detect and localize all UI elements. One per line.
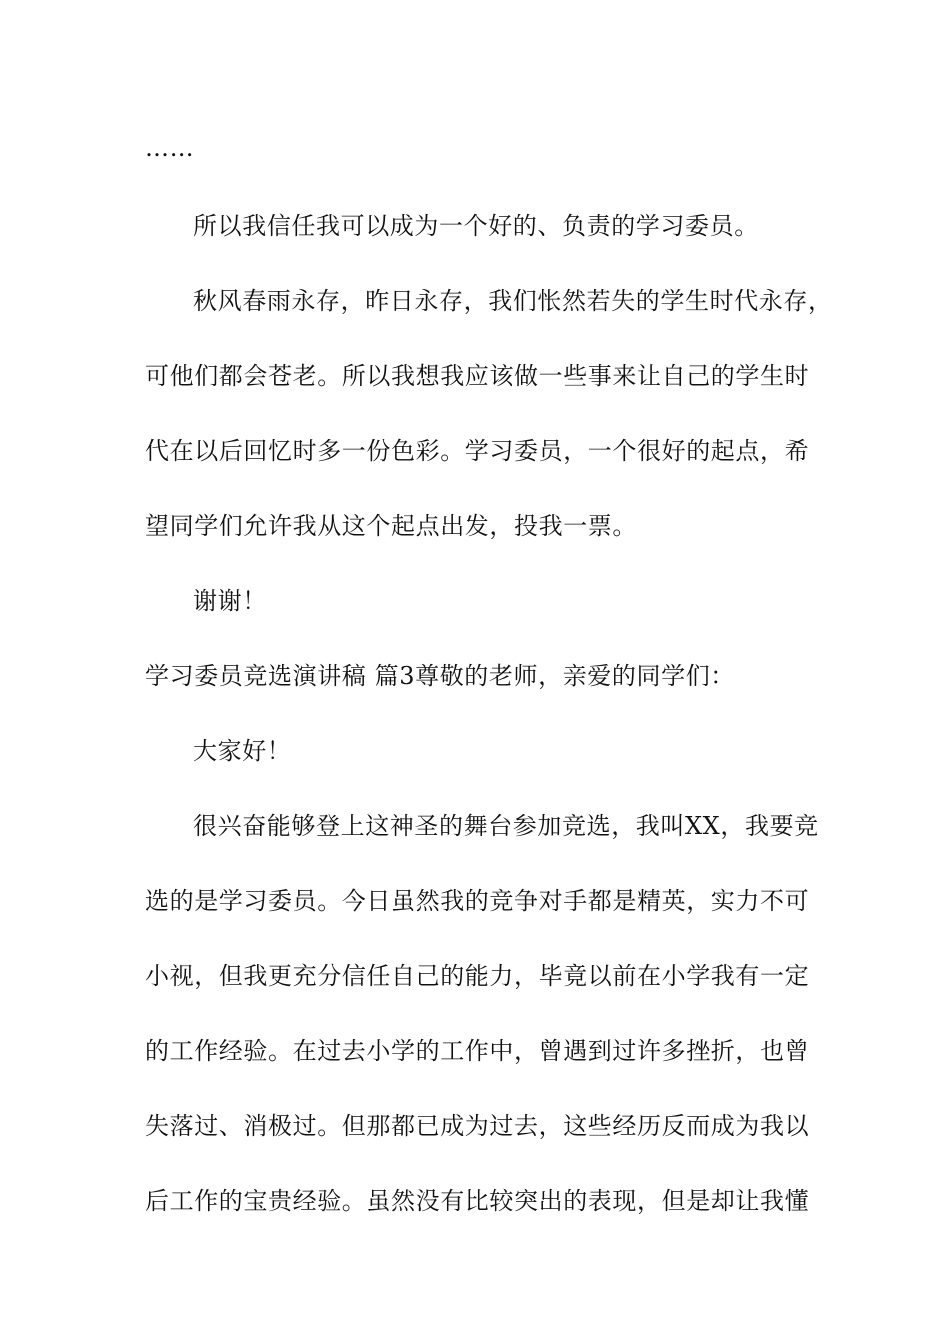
paragraph-line: 失落过、消极过。但那都已成为过去，这些经历反而成为我以 <box>145 1112 810 1140</box>
thanks-line: 谢谢！ <box>193 587 267 615</box>
paragraph-line: 可他们都会苍老。所以我想我应该做一些事来让自己的学生时 <box>145 362 810 390</box>
paragraph-line: 代在以后回忆时多一份色彩。学习委员，一个很好的起点，希 <box>145 437 810 465</box>
paragraph-line: 选的是学习委员。今日虽然我的竞争对手都是精英，实力不可 <box>145 887 810 915</box>
ellipsis-line: …… <box>145 134 195 162</box>
greeting-line: 大家好！ <box>193 737 292 765</box>
paragraph-line: 所以我信任我可以成为一个好的、负责的学习委员。 <box>193 212 759 240</box>
paragraph-line: 后工作的宝贵经验。虽然没有比较突出的表现，但是却让我懂 <box>145 1187 810 1215</box>
paragraph-line: 很兴奋能够登上这神圣的舞台参加竞选，我叫XX，我要竞 <box>193 812 819 840</box>
paragraph-line: 秋风春雨永存，昨日永存，我们怅然若失的学生时代永存， <box>193 287 833 315</box>
paragraph-line: 小视，但我更充分信任自己的能力，毕竟以前在小学我有一定 <box>145 962 810 990</box>
section-heading: 学习委员竞选演讲稿 篇3尊敬的老师，亲爱的同学们： <box>145 662 735 690</box>
paragraph-line: 望同学们允许我从这个起点出发，投我一票。 <box>145 512 637 540</box>
paragraph-line: 的工作经验。在过去小学的工作中，曾遇到过许多挫折，也曾 <box>145 1037 810 1065</box>
